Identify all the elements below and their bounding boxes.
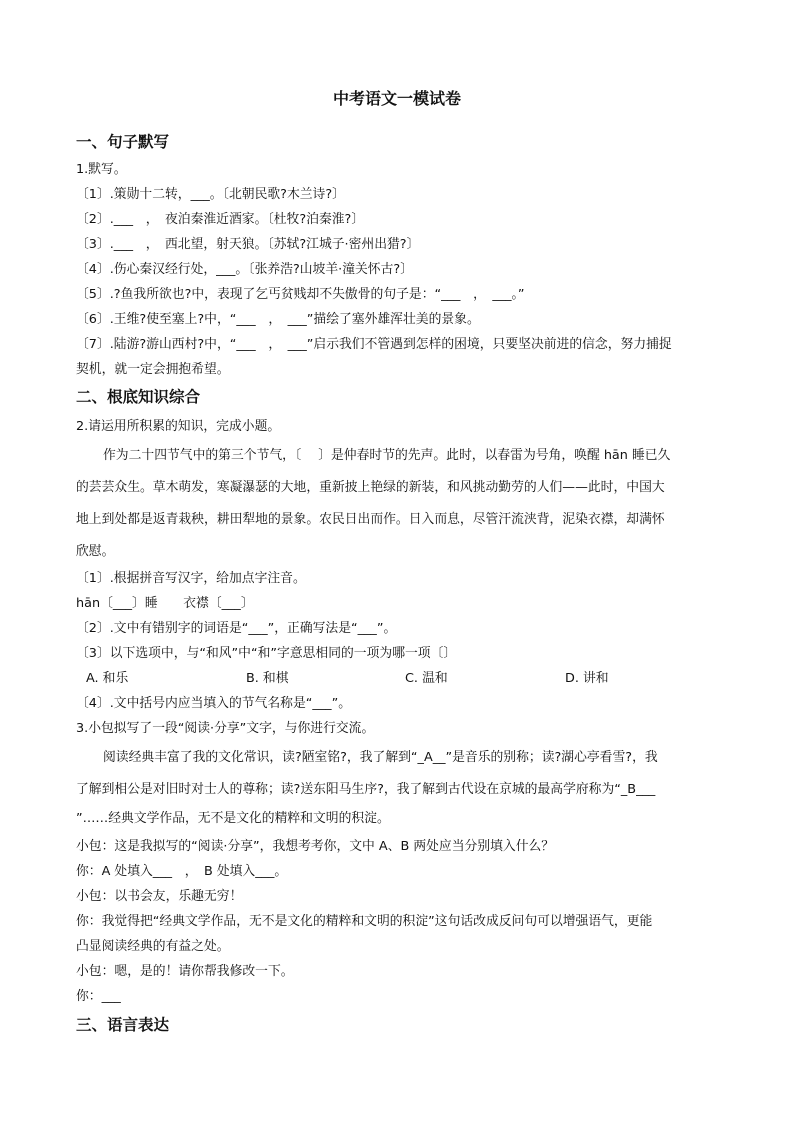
section-heading-3: 三、语言表达 xyxy=(76,1016,170,1034)
question-2-passage-line: 作为二十四节气中的第三个节气，〔 〕是仲春时节的先声。此时，以春雷为号角，唤醒 hān 睡已久 xyxy=(103,448,671,463)
dialogue-line: 你：A 处填入___ ， B 处填入___。 xyxy=(76,864,288,879)
question-1-item: 〔3〕.___ ， 西北望，射天狼。〔苏轼?江城子·密州出猎?〕 xyxy=(76,237,420,252)
question-2-passage-line: 欣慰。 xyxy=(76,544,115,559)
question-3-stem: 3.小包拟写了一段“阅读·分享”文字，与你进行交流。 xyxy=(76,721,375,736)
question-2-sub: 〔2〕.文中有错别字的词语是“___”，正确写法是“___”。 xyxy=(76,621,397,636)
question-3-passage-line: 阅读经典丰富了我的文化常识，读?陋室铭?，我了解到“_A__”是音乐的别称；读?湖心亭看雪?，我 xyxy=(103,750,658,765)
question-1-item: 〔6〕.王维?使至塞上?中，“___ ， ___”描绘了塞外雄浑壮美的景象。 xyxy=(76,312,480,327)
question-3-passage-line: 了解到相公是对旧时对士人的尊称；读?送东阳马生序?，我了解到古代设在京城的最高学府称为“_B___ xyxy=(76,782,656,797)
dialogue-line: 小包：这是我拟写的“阅读·分享”，我想考考你，文中 A、B 两处应当分别填入什么？ xyxy=(76,839,555,854)
page-title: 中考语文一模试卷 xyxy=(332,89,461,108)
question-1-stem: 1.默写。 xyxy=(76,162,127,177)
question-1-item: 〔7〕.陆游?游山西村?中，“___ ， ___”启示我们不管遇到怎样的困境，只要坚决前进的信念，努力捕捉 xyxy=(76,337,672,352)
question-2-passage-line: 地上到处都是返青栽秧，耕田犁地的景象。农民日出而作。日入而息，尽管汗流浃背，泥染衣襟，却满怀 xyxy=(76,512,665,527)
question-2-sub: 〔1〕.根据拼音写汉字，给加点字注音。 xyxy=(76,571,306,586)
question-3-passage-line: ”……经典文学作品，无不是文化的精粹和文明的积淀。 xyxy=(76,811,390,826)
question-1-item: 〔2〕.___ ， 夜泊秦淮近酒家。〔杜牧?泊秦淮?〕 xyxy=(76,212,365,227)
dialogue-line: 凸显阅读经典的有益之处。 xyxy=(76,939,230,954)
option-d: D. 讲和 xyxy=(565,671,609,686)
option-a: A. 和乐 xyxy=(86,671,129,686)
dialogue-line: 你：我觉得把“经典文学作品，无不是文化的精粹和文明的积淀”这句话改成反问句可以增强语气，更能 xyxy=(76,914,653,929)
question-2-sub: 〔4〕.文中括号内应当填入的节气名称是“___”。 xyxy=(76,696,352,711)
dialogue-line: 小包：嗯，是的！请你帮我修改一下。 xyxy=(76,964,294,979)
question-2-passage-line: 的芸芸众生。草木萌发，寒凝瀑瑟的大地，重新披上艳绿的新装，和风挑动勤劳的人们——此时，中国大 xyxy=(76,480,665,495)
dialogue-line: 你：___ xyxy=(76,989,121,1004)
section-heading-2: 二、根底知识综合 xyxy=(76,388,201,406)
dialogue-line: 小包：以书会友，乐趣无穷！ xyxy=(76,889,243,904)
option-b: B. 和棋 xyxy=(246,671,289,686)
question-1-item: 〔5〕.?鱼我所欲也?中，表现了乞丐贫贱却不失傲骨的句子是：“___ ， ___。” xyxy=(76,287,525,302)
question-2-sub: hān〔___〕睡 衣襟〔___〕 xyxy=(76,596,254,611)
question-1-item: 契机，就一定会拥抱希望。 xyxy=(76,362,230,377)
question-2-sub: 〔3〕以下选项中，与“和风”中“和”字意思相同的一项为哪一项〔〕 xyxy=(76,646,457,661)
section-heading-1: 一、句子默写 xyxy=(76,133,170,151)
question-1-item: 〔1〕.策勋十二转，___。〔北朝民歌?木兰诗?〕 xyxy=(76,187,345,202)
option-c: C. 温和 xyxy=(405,671,448,686)
question-1-item: 〔4〕.伤心秦汉经行处，___。〔张养浩?山坡羊·潼关怀古?〕 xyxy=(76,262,413,277)
question-2-stem: 2.请运用所积累的知识，完成小题。 xyxy=(76,419,281,434)
